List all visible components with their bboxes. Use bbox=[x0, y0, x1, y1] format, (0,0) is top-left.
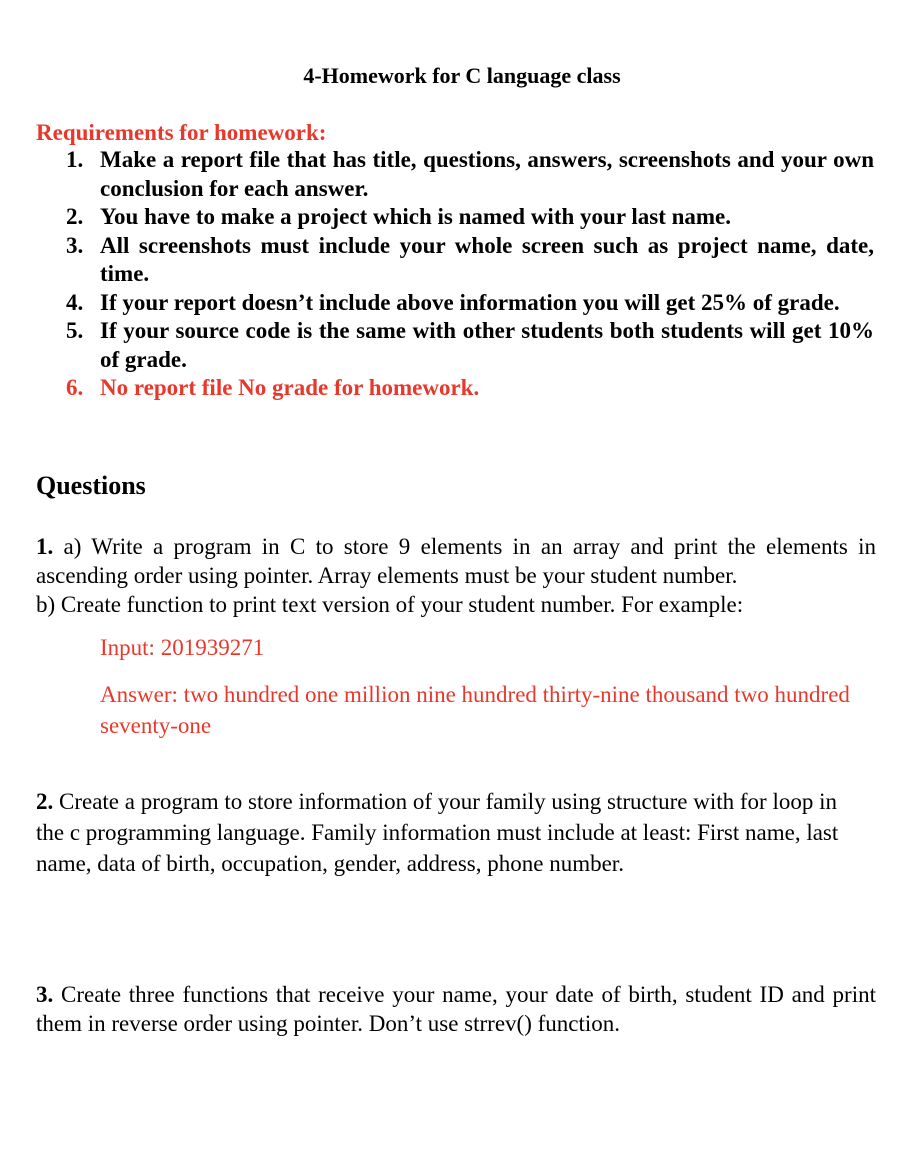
requirement-text: If your source code is the same with other students both students will get 10% of grade. bbox=[100, 318, 874, 372]
question-1 bbox=[36, 532, 876, 619]
requirement-number: 6. bbox=[66, 375, 84, 400]
requirement-number: 4. bbox=[66, 289, 84, 315]
question-1-part-a bbox=[36, 532, 876, 590]
requirement-number: 1. bbox=[66, 147, 84, 172]
requirement-text: If your report doesn’t include above information you will get 25% of grade. bbox=[100, 289, 840, 315]
question-1-part-b: b) Create function to print text version of your student number. For example: bbox=[36, 592, 744, 617]
requirement-number: 5. bbox=[66, 318, 84, 343]
requirement-item-1 bbox=[36, 146, 874, 203]
question-2-text: Create a program to store information of your family using structure with for loop in the c programming language. Family information must include at least: First name, last name, data of birth, occupation, gender, address, phone number. bbox=[36, 789, 839, 876]
requirement-text: All screenshots must include your whole screen such as project name, date, time. bbox=[100, 232, 874, 286]
question-2 bbox=[36, 786, 846, 879]
requirements-list bbox=[36, 146, 874, 403]
question-number: 2. bbox=[36, 789, 54, 814]
document-title: 4-Homework for C language class bbox=[303, 63, 621, 88]
requirement-text: No report file No grade for homework. bbox=[100, 375, 480, 400]
question-3 bbox=[36, 980, 876, 1038]
example-input: Input: 201939271 bbox=[100, 635, 265, 660]
requirement-item-3 bbox=[36, 232, 874, 289]
requirement-number: 3. bbox=[66, 232, 84, 258]
question-number: 3. bbox=[36, 982, 54, 1007]
requirement-number: 2. bbox=[66, 204, 84, 229]
requirement-text: You have to make a project which is named with your last name. bbox=[100, 204, 732, 229]
question-number: 1. bbox=[36, 534, 54, 559]
requirement-item-6 bbox=[36, 374, 874, 403]
question-3-text: Create three functions that receive your name, your date of birth, student ID and print them in reverse order using pointer. Don’t use strrev() function. bbox=[36, 982, 876, 1036]
requirement-item-4 bbox=[36, 289, 874, 318]
requirement-item-2 bbox=[36, 203, 874, 232]
requirements-heading: Requirements for homework: bbox=[36, 120, 327, 145]
question-1-part-a-text: a) Write a program in C to store 9 elements in an array and print the elements in ascending order using pointer. Array elements must be your student number. bbox=[36, 534, 876, 588]
requirement-item-5 bbox=[36, 317, 874, 374]
questions-heading: Questions bbox=[36, 471, 146, 500]
example-answer: Answer: two hundred one million nine hundred thirty-nine thousand two hundred seventy-one bbox=[100, 682, 850, 738]
requirement-text: Make a report file that has title, questions, answers, screenshots and your own conclusion for each answer. bbox=[100, 147, 874, 201]
